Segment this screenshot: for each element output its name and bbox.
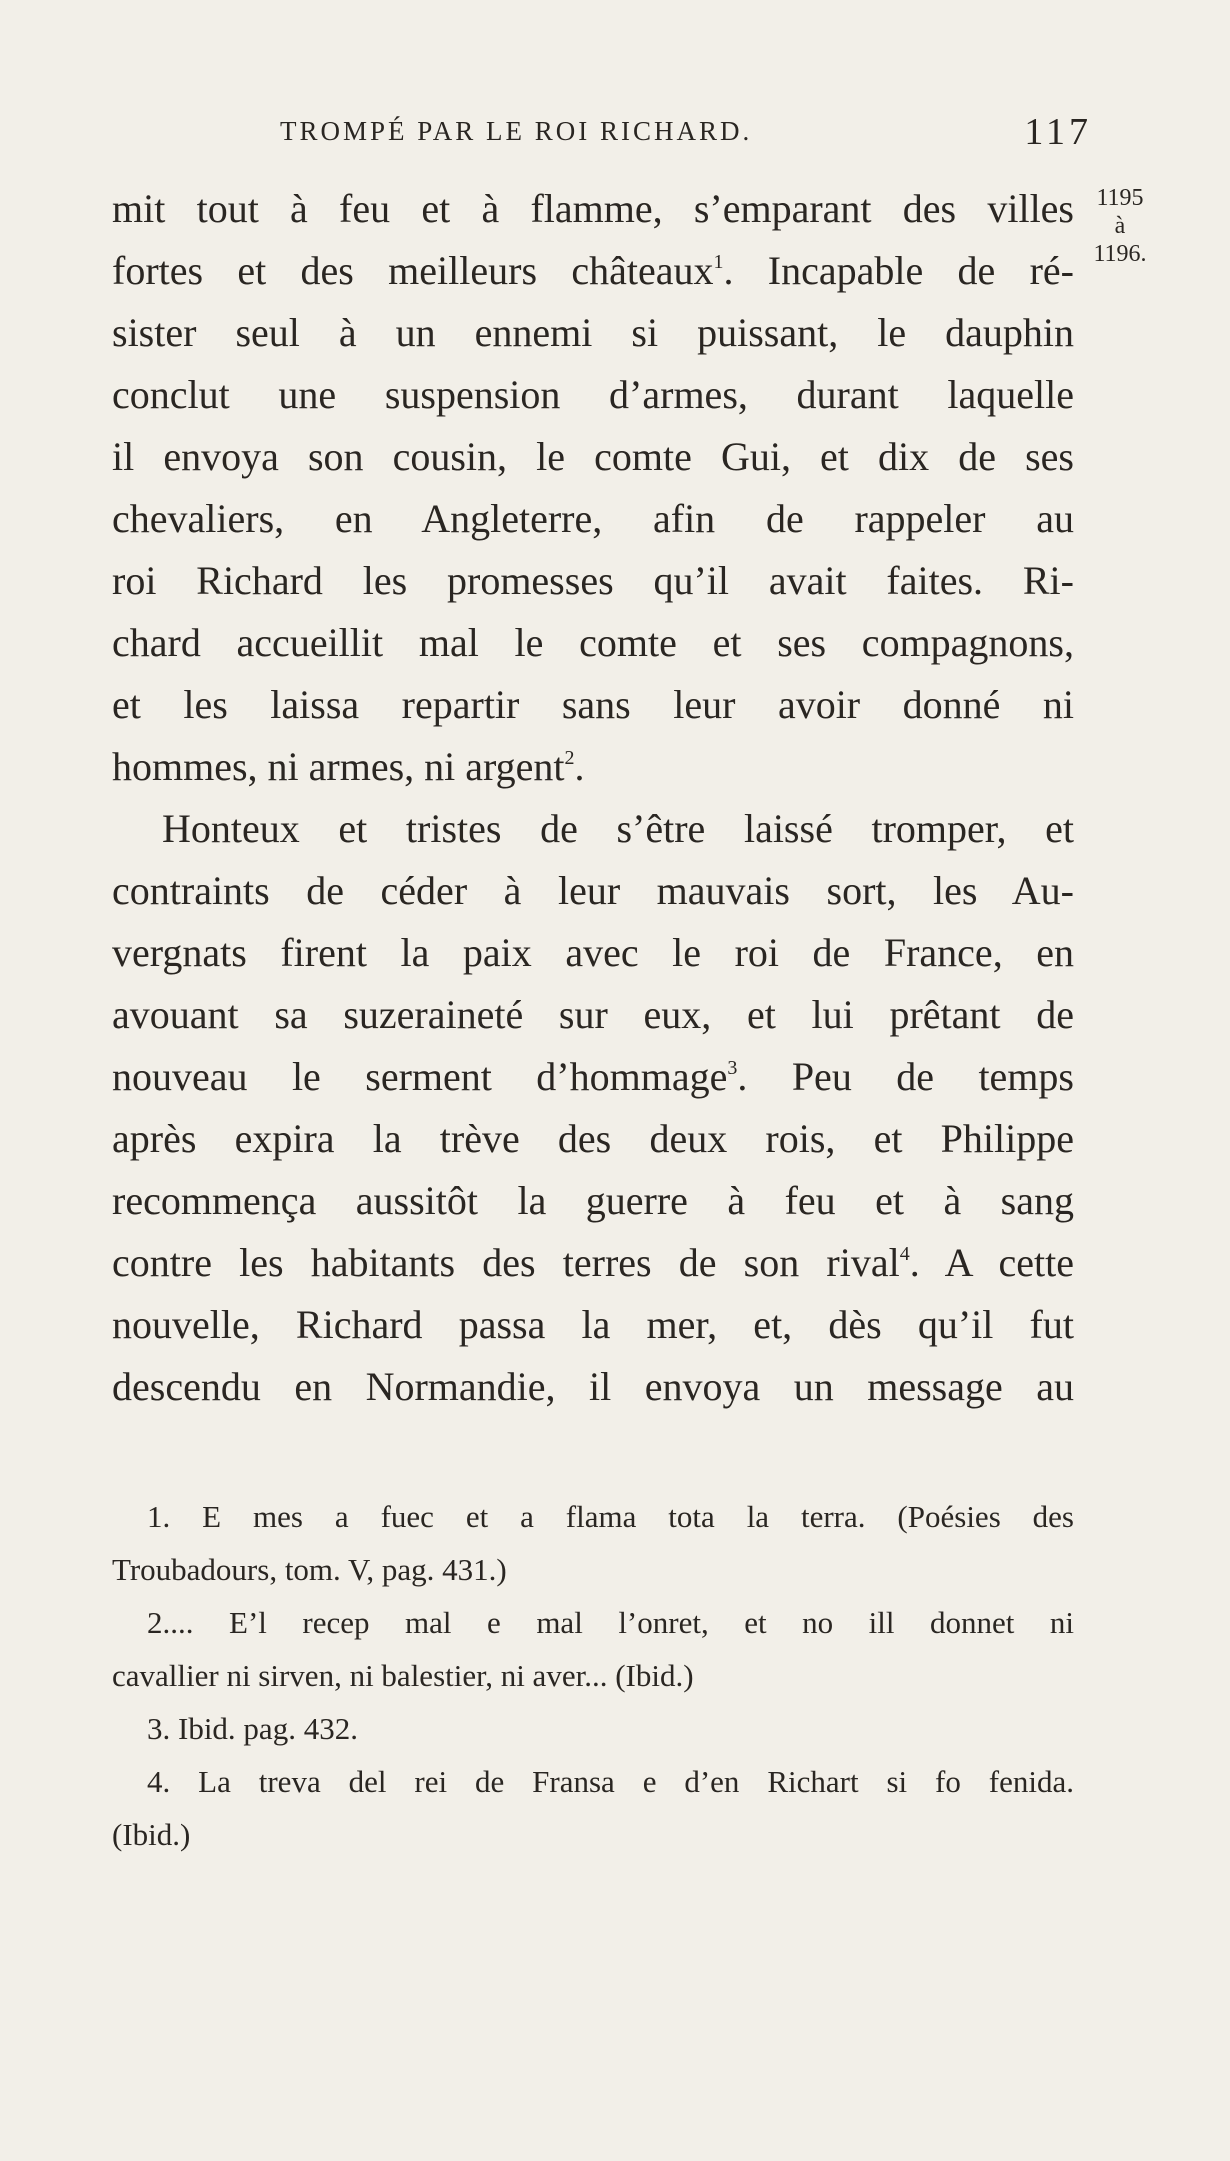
body-line: nouvelle, Richard passa la mer, et, dès qu’il fut: [112, 1302, 1074, 1347]
body-line: Honteux et tristes de s’être laissé tromper, et: [162, 806, 1074, 851]
body-line: nouveau le serment d’hommage$^3$. Peu de temps: [112, 1054, 1074, 1099]
body-line: fortes et des meilleurs châteaux$^1$. Incapable de ré-: [112, 248, 1074, 293]
body-line: contre les habitants des terres de son rival$^4$. A cette: [112, 1240, 1074, 1285]
margin-date-start: 1195: [1096, 185, 1144, 211]
footnote-line: Troubadours, tom. V, pag. 431.): [112, 1552, 507, 1587]
page-number: 117: [1024, 111, 1092, 153]
footnote-ref: 2: [564, 747, 575, 769]
running-head: [110, 110, 1092, 154]
footnote-line: 3. Ibid. pag. 432.: [147, 1711, 358, 1746]
body-line: mit tout à feu et à flamme, s’emparant des villes: [112, 186, 1074, 231]
body-text: [112, 178, 1074, 1418]
footnote-line: 1. E mes a fuec et a flama tota la terra. (Poésies des: [147, 1499, 1074, 1534]
body-line: contraints de céder à leur mauvais sort, les Au-: [112, 868, 1074, 913]
body-line: avouant sa suzeraineté sur eux, et lui prêtant de: [112, 992, 1074, 1037]
footnote-line: 4. La treva del rei de Fransa e d’en Richart si fo fenida.: [147, 1764, 1074, 1799]
body-line: sister seul à un ennemi si puissant, le dauphin: [112, 310, 1074, 355]
margin-date-separator: à: [1114, 213, 1126, 239]
footnote-line: 2.... E’l recep mal e mal l’onret, et no ill donnet ni: [147, 1605, 1074, 1640]
footnote-ref: 3: [727, 1057, 738, 1079]
footnote-line: (Ibid.): [112, 1817, 191, 1852]
margin-date: [1085, 184, 1155, 268]
footnote-line: cavallier ni sirven, ni balestier, ni aver... (Ibid.): [112, 1658, 694, 1693]
body-line: recommença aussitôt la guerre à feu et à sang: [112, 1178, 1074, 1223]
body-line: conclut une suspension d’armes, durant laquelle: [112, 372, 1074, 417]
body-line: hommes, ni armes, ni argent$^2$.: [112, 744, 585, 789]
body-line: et les laissa repartir sans leur avoir donné ni: [112, 682, 1074, 727]
body-line: roi Richard les promesses qu’il avait faites. Ri-: [112, 558, 1074, 603]
body-line: chevaliers, en Angleterre, afin de rappeler au: [112, 496, 1074, 541]
body-line: descendu en Normandie, il envoya un message au: [112, 1364, 1074, 1409]
body-line: vergnats firent la paix avec le roi de France, en: [112, 930, 1074, 975]
footnote-ref: 1: [713, 251, 724, 273]
body-line: après expira la trève des deux rois, et Philippe: [112, 1116, 1074, 1161]
running-head-title: TROMPÉ PAR LE ROI RICHARD.: [280, 116, 753, 146]
footnotes: [112, 1490, 1074, 1861]
body-line: il envoya son cousin, le comte Gui, et dix de ses: [112, 434, 1074, 479]
margin-date-end: 1196.: [1093, 241, 1147, 267]
footnote-ref: 4: [899, 1243, 910, 1265]
body-line: chard accueillit mal le comte et ses compagnons,: [112, 620, 1074, 665]
